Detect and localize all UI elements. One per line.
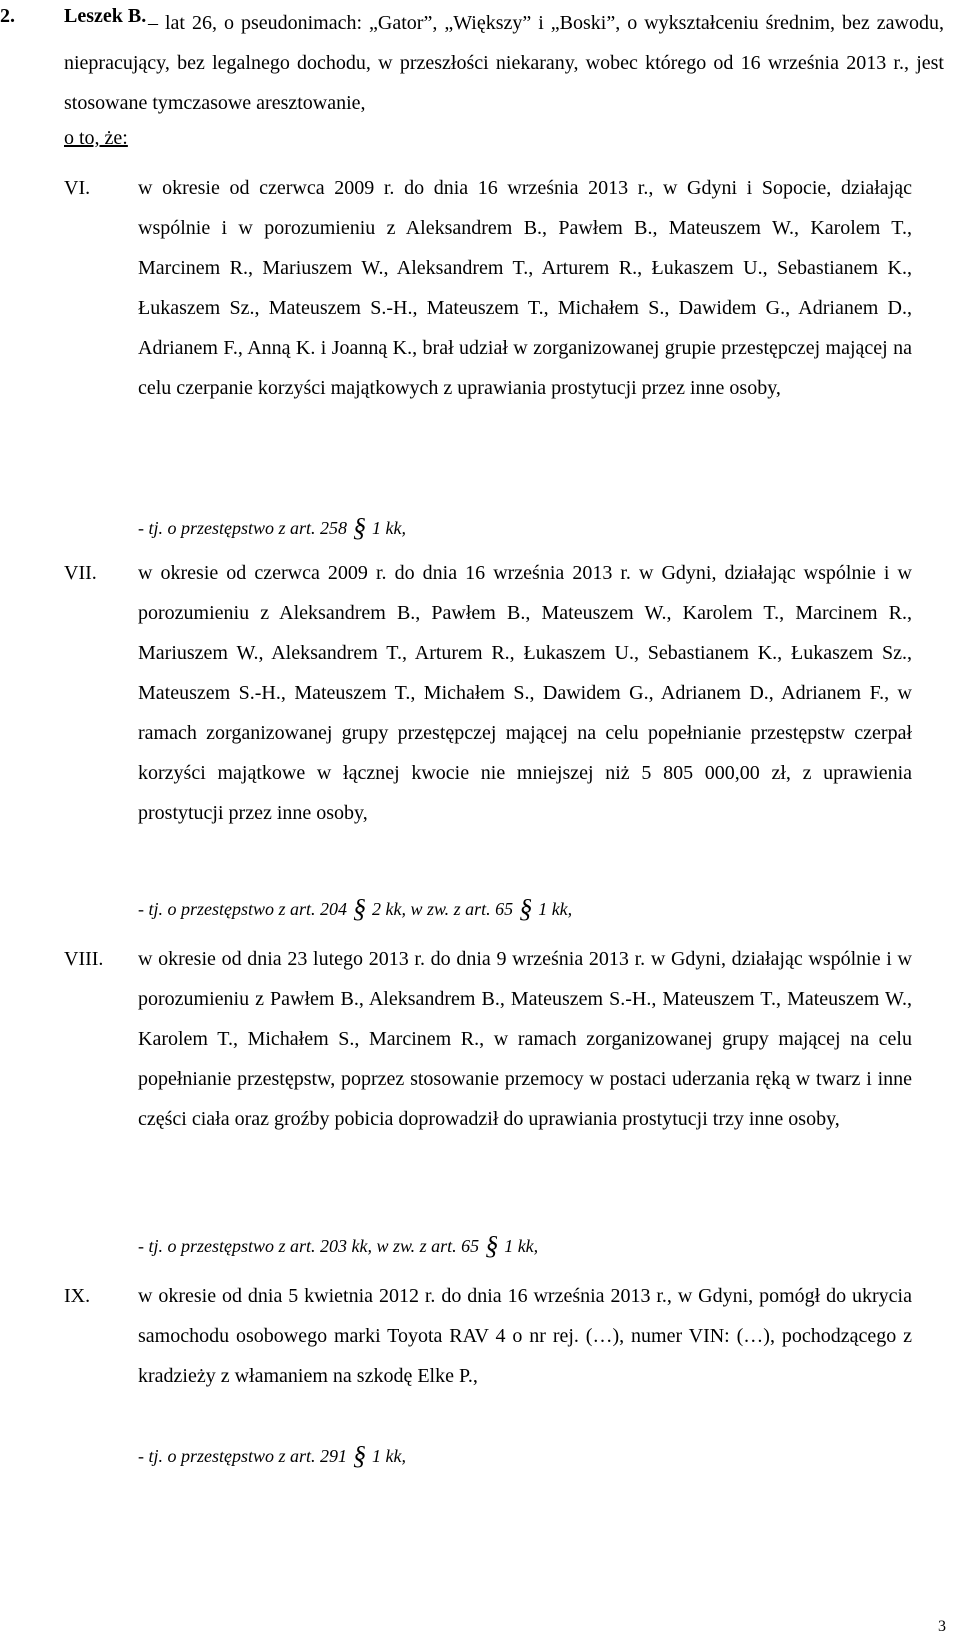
defendant-number: 2. [0,5,15,27]
page-number: 3 [938,1618,946,1635]
charge-number: VI. [64,177,91,199]
qualification-text: - tj. o przestępstwo z art. 204 [138,899,348,919]
qualification-text-mid: 2 kk, w zw. z art. 65 [372,899,514,919]
charge-description: w okresie od dnia 23 lutego 2013 r. do dnia 9 września 2013 r. w Gdyni, działając wspólnie i w porozumieniu z Pawłem B., Aleksandrem B., Mateuszem S.-H., Mateuszem T., Mateuszem W., Karolem T., Michałem S., Marcinem R., w ramach zorganizowanej grupy mającej na celu popełnianie przestępstw, poprzez stosowanie przemocy w postaci uderzania ręką w twarz i inne części ciała oraz groźby pobicia doprowadził do uprawiania prostytucji trzy inne osoby, [138,948,912,1130]
qualification-text-end: 1 kk, [504,1236,539,1256]
qualification-text-end: 1 kk, [372,518,406,538]
defendant-name: Leszek B. [64,5,147,27]
charge-description: w okresie od dnia 5 kwietnia 2012 r. do dnia 16 września 2013 r., w Gdyni, pomógł do ukrycia samochodu osobowego marki Toyota RAV 4 o nr rej. (…), numer VIN: (…), pochodzącego z kradzieży z włamaniem na szkodę Elke P., [138,1285,912,1387]
qualification-text: - tj. o przestępstwo z art. 258 [138,518,348,538]
defendant-heading [0,5,147,27]
paragraph-sign: § [353,894,367,923]
charge-qualification [138,1226,538,1266]
qualification-text-end: 1 kk, [372,1446,406,1466]
charges-lead-in: o to, że: [64,127,128,149]
charge-description: w okresie od czerwca 2009 r. do dnia 16 września 2013 r., w Gdyni i Sopocie, działając wspólnie i w porozumieniu z Aleksandrem B., Pawłem B., Mateuszem W., Karolem T., Marcinem R., Mariuszem W., Aleksandrem T., Arturem R., Łukaszem U., Sebastianem K., Łukaszem Sz., Mateuszem S.-H., Mateuszem T., Michałem S., Dawidem G., Adrianem D., Adrianem F., Anną K. i Joanną K., brał udział w zorganizowanej grupie przestępczej mającej na celu czerpanie korzyści majątkowych z uprawiania prostytucji przez inne osoby, [138,177,912,399]
paragraph-sign: § [353,513,367,542]
qualification-text: - tj. o przestępstwo z art. 203 kk, w zw. z art. 65 [138,1236,480,1256]
charge-description: w okresie od czerwca 2009 r. do dnia 16 września 2013 r. w Gdyni, działając wspólnie i w porozumieniu z Aleksandrem B., Pawłem B., Mateuszem W., Karolem T., Marcinem R., Mariuszem W., Aleksandrem T., Arturem R., Łukaszem U., Sebastianem K., Łukaszem Sz., Mateuszem S.-H., Mateuszem T., Michałem S., Dawidem G., Adrianem D., Adrianem F., w ramach zorganizowanej grupy przestępczej mającej na celu popełnianie przestępstw czerpał korzyści majątkowe w łącznej kwocie nie mniejszej niż 5 805 000,00 zł, z uprawienia prostytucji przez inne osoby, [138,562,912,824]
charge-qualification [138,889,572,929]
paragraph-sign: § [519,894,533,923]
paragraph-sign: § [353,1441,367,1470]
defendant-description: – lat 26, o pseudonimach: „Gator”, „Większy” i „Boski”, o wykształceniu średnim, bez zawodu, niepracujący, bez legalnego dochodu, w przeszłości niekarany, wobec którego od 16 września 2013 r., jest stosowane tymczasowe aresztowanie, [64,12,944,114]
charge-qualification [138,508,406,548]
qualification-text-end: 1 kk, [538,899,573,919]
charge-number: VIII. [64,948,104,970]
qualification-text: - tj. o przestępstwo z art. 291 [138,1446,348,1466]
charge-qualification [138,1436,406,1476]
paragraph-sign: § [485,1231,499,1260]
charge-number: IX. [64,1285,91,1307]
charge-number: VII. [64,562,97,584]
